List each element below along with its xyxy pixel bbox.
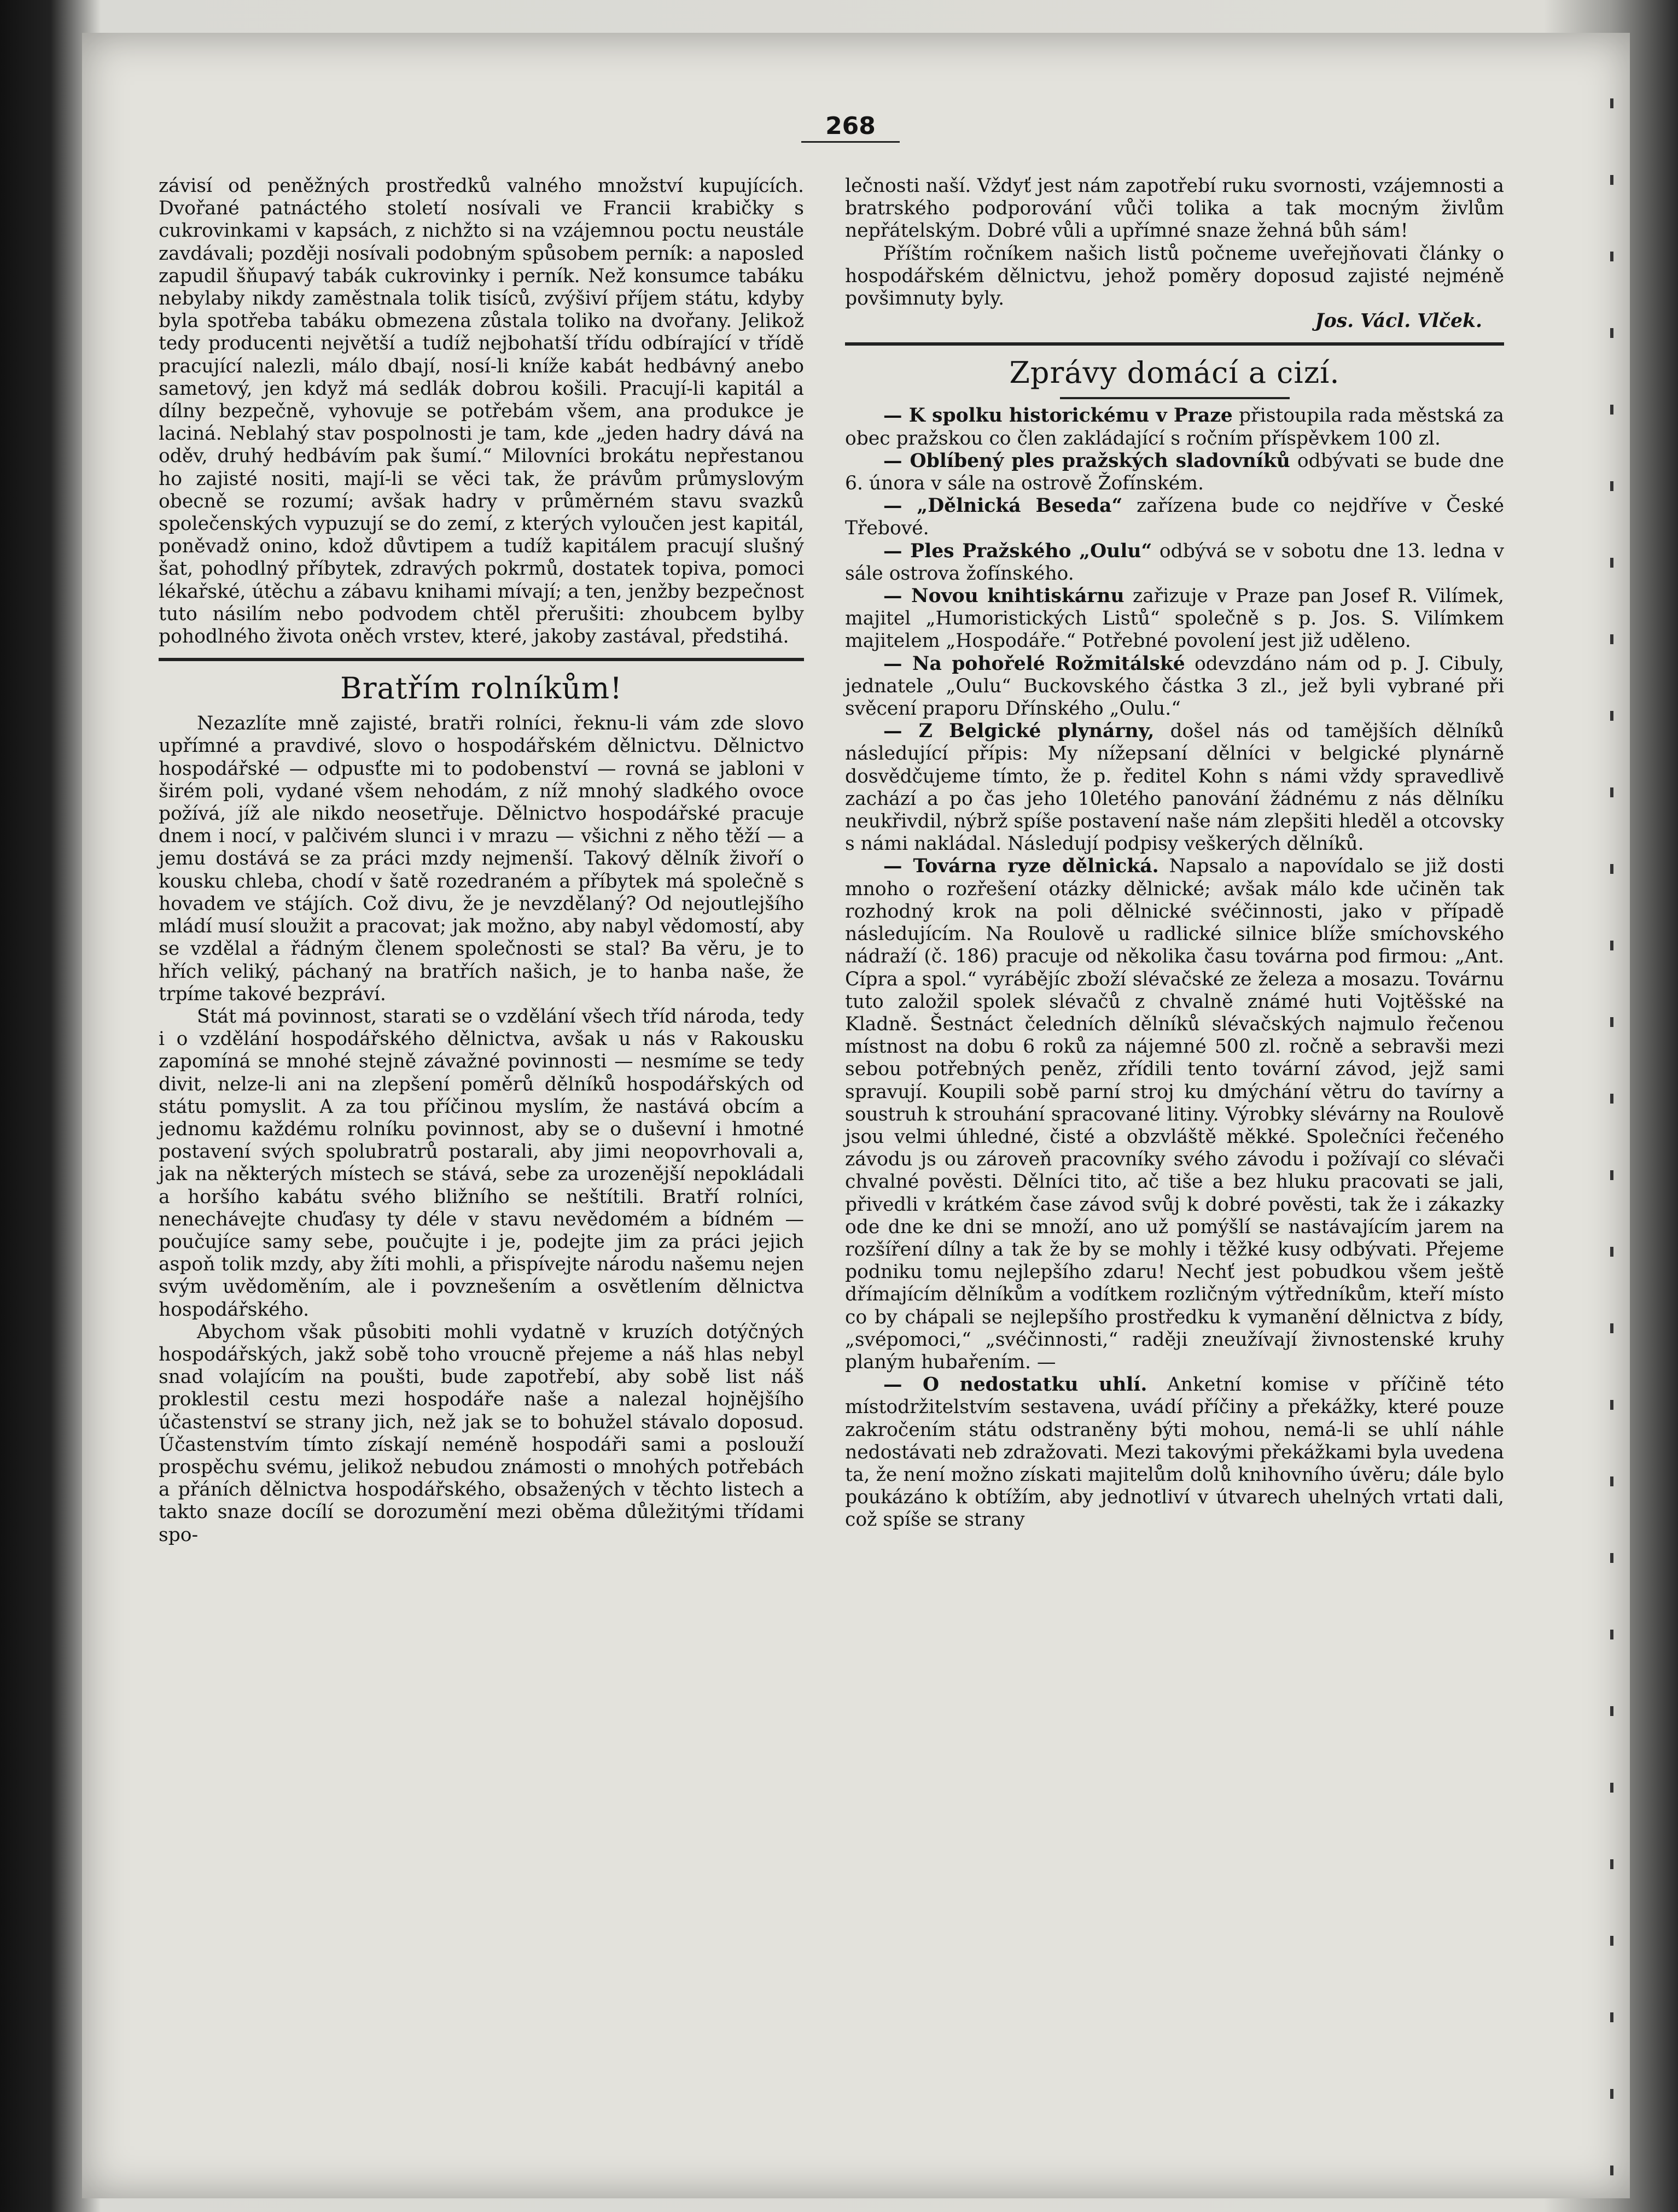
news-item (845, 585, 1504, 653)
news-item (845, 1374, 1504, 1531)
news-item-lead: — Z Belgické plynárny, (883, 720, 1155, 743)
news-item (845, 495, 1504, 540)
news-item-text: zařízena bude co nejdříve v České Třebové. (845, 495, 1504, 540)
news-item (845, 405, 1504, 450)
news-item-text: Napsalo a napovídalo se již dosti mnoho o rozřešení otázky dělnické; avšak málo kde učiněn tak rozhodný krok na poli dělnické svéčinnosti, jako v případě následujícím. Na Roulově u radlické silnice blíže smíchovského nádraží (č. 186) pracuje od několika času továrna pod firmou: „Ant. Cípra a spol.“ vyrábějíc zboží slévačské ze železa a mosazu. Továrnu tuto založil spolek slévačů z chvalně známé huti Vojtěšské na Kladně. Šestnáct čeledních dělníků slévačských najmulo řečenou místnost na dobu 6 roků za nájemné 500 zl. ročně a sebravši mezi sebou potřebných peněz, zřídili tento tovární závod, jejž sami spravují. Koupili sobě parní stroj ku dmýchání větru do tavírny a soustruh k strouhání spracované litiny. Výrobky slévárny na Roulově jsou velmi úhledné, čisté a obzvláště měkké. Společníci řečeného závodu js ou zároveň pracovníky svého závodu i požívají co slévači chvalné pověsti. Dělníci tito, ač tiše a bez hluku pracovati se jali, přivedli v krátkém čase závod svůj k dobré pověsti, tak že i zákazky ode dne ke dni se množí, ano už pomýšlí se nastávajícím jarem na rozšíření dílny a tak že by se mohly i těžké kusy odbývati. Přejeme podniku tomu nejlepšího zdaru! Nechť jest pobudkou všem ještě dřímajícím dělníkům a vodítkem rozličným výtředníkům, kteří místo co by chápali se nejlepšího prostředku k vymanění dělnictva z bídy, „svépomoci,“ „svéčinnosti,“ raději zneužívají živnostenské kruhy planým hubařením. — (845, 855, 1504, 1373)
title-underline (1060, 397, 1290, 399)
news-item-text: odevzdáno nám od p. J. Cibuly, jednatele „Oulu“ Buckovského částka 3 zl., jež byli vybrané při svěcení praporu Dřínského „Oulu.“ (845, 652, 1504, 720)
news-item (845, 540, 1504, 585)
right-column (845, 175, 1504, 1532)
news-item-text: došel nás od tamějších dělníků následující přípis: My nížepsaní dělníci v belgické plynárně dosvědčujeme tímto, že p. ředitel Kohn s námi vždy spravedlivě zachází a po čas jeho 10letého panování žádnému z nás dělníku neukřivdil, nýbrž spíše postavení naše nám zlepšiti hleděl a otcovsky s námi nakládal. Následují podpisy veškerých dělníků. (845, 720, 1504, 855)
news-item-lead: — Na pohořelé Rožmitálské (883, 652, 1185, 675)
section-divider (845, 342, 1504, 346)
article-paragraph: Nezazlíte mně zajisté, bratři rolníci, řeknu-li vám zde slovo upřímné a pravdivé, slovo o hospodářském dělnictvu. Dělnictvo hospodářské — odpusťte mi to podobenství — rovná se jabloni v širém poli, vydané všem nehodám, z níž mnohý sladkého ovoce požívá, jíž ale nikdo neosetřuje. Dělnictvo hospodářské pracuje dnem i nocí, v palčivém slunci i v mrazu — všichni z něho těží — a jemu dostává se za práci mzdy nejmenší. Takový dělník živoří o kousku chleba, chodí v šatě rozedraném a příbytek má společně s hovadem ve stájích. Což divu, že je nevzdělaný? Od nejoutlejšího mládí musí sloužit a pracovat; jak možno, aby nabyl vědomostí, aby se vzdělal a řádným členem společnosti se stal? Ba věru, je to hřích veliký, páchaný na bratřích našich, je to hanba naše, že trpíme takové bezpráví. (159, 713, 804, 1005)
news-item-text: odbývá se v sobotu dne 13. ledna v sále ostrova žofínského. (845, 540, 1504, 585)
news-item-lead: — Novou knihtiskárnu (883, 585, 1125, 608)
news-item-lead: — Továrna ryze dělnická. (883, 855, 1159, 878)
news-item-text: odbývati se bude dne 6. února v sále na ostrově Žofínském. (845, 450, 1504, 495)
article-paragraph: Stát má povinnost, starati se o vzdělání všech tříd národa, tedy i o vzdělání hospodářského dělnictva, avšak u nás v Rakousku zapomíná se mnohé stejně závažné povinnosti — nesmíme se tedy divit, nelze-li ani na zlepšení poměrů dělníků hospodářských od státu pomyslit. A za tou příčinou myslím, že nastává obcím a jednomu každému rolníku povinnost, aby se o duševní i hmotné postavení svých spolubratrů postarali, aby jimi neopovrhovali a, jak na některých místech se stává, sebe za urozenější nepokládali a horšího kabátu svého bližního se neštítili. Bratří rolníci, nenechávejte chuďasy ty déle v stavu nevědomém a bídném — poučujíce samy sebe, poučujte i je, podejte jim za práci jejich aspoň tolik mzdy, aby žíti mohli, a přispívejte národu našemu nejen svým uvědoměním, ale i povznešením a osvětlením dělnictva hospodářského. (159, 1005, 804, 1321)
left-column (159, 175, 804, 1546)
news-item-text: přistoupila rada městská za obec pražskou co člen zakládající s ročním příspěvkem 100 zl. (845, 405, 1504, 450)
news-item-text: zařizuje v Praze pan Josef R. Vilímek, majitel „Humoristických Listů“ společně s p. Jos. S. Vilímkem majitelem „Hospodáře.“ Potřebné povolení jest již uděleno. (845, 585, 1504, 652)
news-item-lead: — Oblíbený ples pražských sladovníků (883, 450, 1290, 472)
news-item-lead: — „Dělnická Beseda“ (883, 495, 1123, 517)
news-item-lead: — K spolku historickému v Praze (883, 405, 1233, 427)
previous-article-continuation: závisí od peněžných prostředků valného množství kupujících. Dvořané patnáctého století nosívali ve Francii krabičky s cukrovinkami v kapsách, z nichžto si na vzájemnou poctu neustále zavdávali; později nosívali podobným spůsobem perník: a naposled zapudil šňupavý tabák cukrovinky i perník. Než konsumce tabáku nebylaby nikdy zaměstnala tolik tisíců, zvýšiví příjem státu, kdyby byla spotřeba tabáku obmezena zůstala toliko na dvořany. Jelikož tedy producenti největší a tudíž nejbohatší třídu odbírající v třídě pracující nalezli, málo dbají, nosí-li kníže kabát hedbávný anebo sametový, jen když má sedlák dobrou košili. Pracují-li kapitál a dílny bezpečně, vyhovuje se potřebám všem, ana produkce je laciná. Neblahý stav pospolnosti je tam, kde „jeden hadry dává na oděv, druhý hedbávím pak šumí.“ Milovníci brokátu nepřestanou ho zajisté nositi, mají-li se věci tak, že právům průmyslovým obecně se rozumí; avšak hadry v průměrném stavu svazků společenských vypuzují se do zemí, z kterých vyloučen jest kapitál, poněvadž onino, kdož důvtipem a tudíž kapitálem pracují slušný šat, pohodlný příbytek, zdravých pokrmů, dostatek topiva, pomoci lékařské, útěchu a zábavu knihami mívají; a ten, jenžby bezpečnost tuto násilím nebo podvodem chtěl přerušiti: zhoubcem bylby pohodlného života oněch vrstev, které, jakoby zastával, předstihá. (159, 175, 804, 648)
article-title: Bratřím rolníkům! (340, 671, 622, 706)
article-divider (159, 658, 804, 661)
article-paragraph: Abychom však působiti mohli vydatně v kruzích dotýčných hospodářských, jakž sobě toho vroucně přejeme a náš hlas nebyl snad volajícím na poušti, bude zapotřebí, aby sobě list náš proklestil cestu mezi hospodáře naše a nalezal hojnějšího účastenství se strany jich, než jak se to bohužel stávalo doposud. Účastenstvím tímto získají neméně hospodáři sami a poslouží prospěchu svému, jelikož nebudou známosti o mnohých potřebách a přáních dělnictva hospodářského, obsažených v těchto listech a takto snaze docílí se dorozumění mezi oběma důležitými třídami spo- (159, 1321, 804, 1546)
news-item (845, 720, 1504, 855)
news-item (845, 855, 1504, 1374)
news-item-lead: — Ples Pražského „Oulu“ (883, 540, 1152, 562)
news-item-text: Anketní komise v příčině této místodržitelstvím sestavena, uvádí příčiny a překážky, které pouze zakročením státu odstraněny býti mohou, nemá-li se uhlí náhle nedostávati neb zdražovati. Mezi takovými překážkami byla uvedena ta, že není možno získati majitelům dolů knihovního úvěru; dále bylo poukázáno k obtížím, aby jednotliví v útvarech uhelných vrtati dali, což spíše se strany (845, 1374, 1504, 1531)
article-paragraph: Příštím ročníkem našich listů počneme uveřejňovati články o hospodářském dělnictvu, jehož poměry doposud zajisté nejméně povšimnuty byly. (845, 242, 1504, 310)
news-item (845, 653, 1504, 721)
news-item-lead: — O nedostatku uhlí. (883, 1374, 1147, 1396)
news-section-title: Zprávy domácí a cizí. (1009, 355, 1340, 390)
binding-edge-marks (1610, 98, 1613, 2176)
news-item (845, 450, 1504, 495)
author-signature: Jos. Václ. Vlček. (1315, 310, 1482, 332)
article-paragraph: lečnosti naší. Vždyť jest nám zapotřebí ruku svornosti, vzájemnosti a bratrského podporování vůči tolika a tak mocným živlům nepřátelským. Dobré vůli a upřímné snaze žehná bůh sám! (845, 175, 1504, 242)
page-number: 268 (801, 112, 900, 143)
